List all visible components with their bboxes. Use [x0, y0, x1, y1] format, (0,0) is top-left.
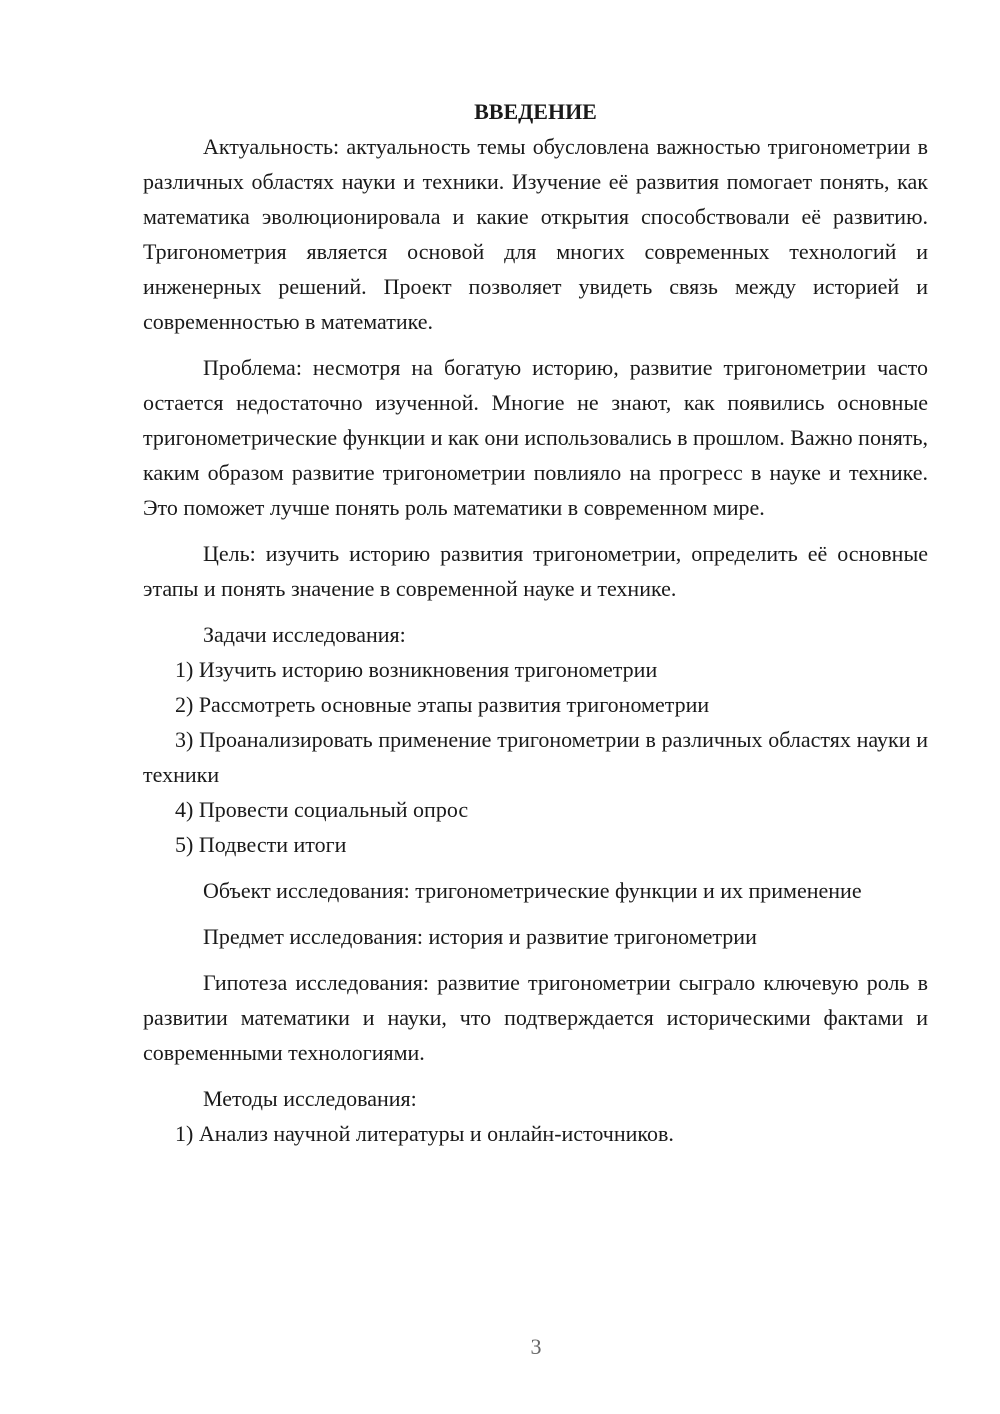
page-number: 3	[530, 1334, 542, 1359]
object-paragraph: Объект исследования: тригонометрические функции и их применение	[203, 878, 862, 903]
method-item: 1) Анализ научной литературы и онлайн-источников.	[175, 1121, 674, 1146]
problem-paragraph: Проблема: несмотря на богатую историю, развитие тригонометрии часто остается недостаточно изученной. Многие не знают, как появились основные тригонометрические функции и как они использовались в прошлом. Важно понять, каким образом развитие тригонометрии повлияло на прогресс в науке и технике. Это поможет лучше понять роль математики в современном мире.	[143, 355, 928, 520]
relevance-paragraph: Актуальность: актуальность темы обусловлена важностью тригонометрии в различных областях науки и техники. Изучение её развития помогает понять, как математика эволюционировала и какие открытия способствовали её развитию. Тригонометрия является основой для многих современных технологий и инженерных решений. Проект позволяет увидеть связь между историей и современностью в математике.	[143, 134, 928, 334]
page-content	[143, 94, 928, 1151]
tasks-heading: Задачи исследования:	[203, 622, 406, 647]
hypothesis-paragraph: Гипотеза исследования: развитие тригонометрии сыграло ключевую роль в развитии математики и науки, что подтверждается историческими фактами и современными технологиями.	[143, 970, 928, 1065]
subject-paragraph: Предмет исследования: история и развитие тригонометрии	[203, 924, 757, 949]
task-item: 4) Провести социальный опрос	[175, 797, 469, 822]
task-item: 3) Проанализировать применение тригонометрии в различных областях науки и техники	[143, 727, 928, 787]
methods-heading: Методы исследования:	[203, 1086, 417, 1111]
task-item: 2) Рассмотреть основные этапы развития тригонометрии	[175, 692, 710, 717]
task-item: 1) Изучить историю возникновения тригонометрии	[175, 657, 658, 682]
task-item: 5) Подвести итоги	[175, 832, 347, 857]
goal-paragraph: Цель: изучить историю развития тригонометрии, определить её основные этапы и понять значение в современной науке и технике.	[143, 541, 928, 601]
section-title: ВВЕДЕНИЕ	[474, 99, 597, 124]
